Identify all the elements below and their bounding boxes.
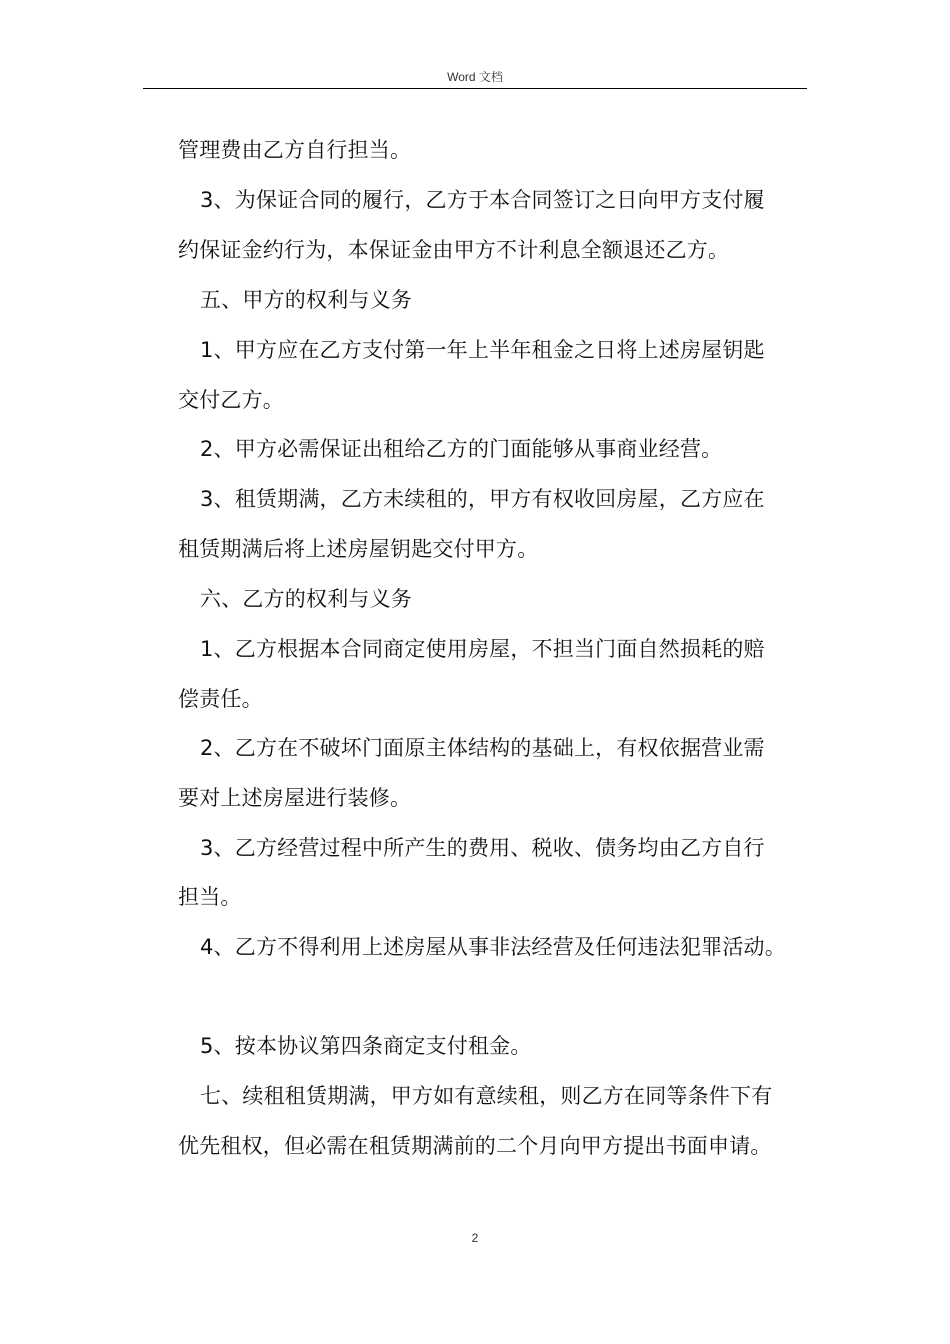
- text-line: 2、乙方在不破坏门面原主体结构的基础上，有权依据营业需: [200, 736, 765, 760]
- text-line: 优先租权，但必需在租赁期满前的二个月向甲方提出书面申请。: [178, 1134, 772, 1158]
- text-line: 约保证金约行为，本保证金由甲方不计利息全额退还乙方。: [178, 238, 730, 262]
- text-line: 1、乙方根据本合同商定使用房屋，不担当门面自然损耗的赔: [200, 637, 765, 661]
- text-line: 4、乙方不得利用上述房屋从事非法经营及任何违法犯罪活动。: [200, 935, 786, 959]
- page-header-title: Word 文档: [447, 70, 503, 84]
- text-line: 交付乙方。: [178, 388, 284, 412]
- section-heading: 六、乙方的权利与义务: [200, 587, 412, 611]
- text-line: 3、租赁期满，乙方未续租的，甲方有权收回房屋，乙方应在: [200, 487, 765, 511]
- text-line: 租赁期满后将上述房屋钥匙交付甲方。: [178, 537, 539, 561]
- section-heading: 五、甲方的权利与义务: [200, 288, 412, 312]
- page-number: 2: [471, 1231, 479, 1245]
- header-divider: [143, 88, 807, 89]
- text-line: 管理费由乙方自行担当。: [178, 138, 412, 162]
- text-line: 担当。: [178, 885, 242, 909]
- text-line: 5、按本协议第四条商定支付租金。: [200, 1034, 532, 1058]
- text-line: 要对上述房屋进行装修。: [178, 786, 412, 810]
- section-heading: 七、续租租赁期满，甲方如有意续租，则乙方在同等条件下有: [200, 1084, 773, 1108]
- text-line: 1、甲方应在乙方支付第一年上半年租金之日将上述房屋钥匙: [200, 338, 765, 362]
- text-line: 偿责任。: [178, 687, 263, 711]
- text-line: 2、甲方必需保证出租给乙方的门面能够从事商业经营。: [200, 437, 723, 461]
- text-line: 3、为保证合同的履行，乙方于本合同签订之日向甲方支付履: [200, 188, 765, 212]
- text-line: 3、乙方经营过程中所产生的费用、税收、债务均由乙方自行: [200, 836, 765, 860]
